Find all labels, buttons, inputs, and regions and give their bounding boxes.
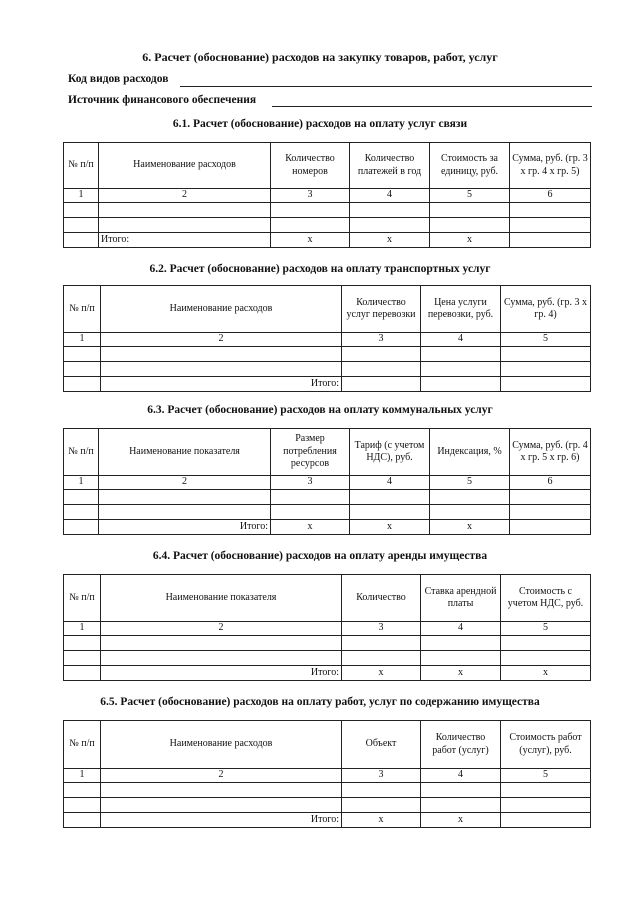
table-cell[interactable] <box>101 362 342 377</box>
total-row <box>64 813 591 828</box>
table-cell[interactable] <box>342 362 421 377</box>
table-cell <box>64 377 101 392</box>
table-cell[interactable] <box>271 505 350 520</box>
table-cell[interactable] <box>101 783 342 798</box>
header-cell: Количество номеров <box>271 143 350 189</box>
table-cell[interactable] <box>271 490 350 505</box>
column-number: 3 <box>342 333 421 347</box>
total-label: Итого: <box>101 813 342 828</box>
table-cell[interactable] <box>342 651 421 666</box>
header-cell: № п/п <box>64 143 99 189</box>
table-cell <box>64 813 101 828</box>
section-title-6-2: 6.2. Расчет (обоснование) расходов на оплату транспортных услуг <box>149 263 491 275</box>
table-cell[interactable] <box>501 783 591 798</box>
table-row <box>64 203 591 218</box>
column-number: 4 <box>350 476 430 490</box>
table-cell[interactable] <box>421 798 501 813</box>
table-cell[interactable] <box>64 783 101 798</box>
total-row <box>64 666 591 681</box>
funding-source-field <box>68 94 256 106</box>
column-number: 3 <box>342 622 421 636</box>
column-number: 1 <box>64 769 101 783</box>
section-title-6-3: 6.3. Расчет (обоснование) расходов на оплату коммунальных услуг <box>147 404 493 416</box>
table-cell[interactable] <box>64 203 99 218</box>
total-label: Итого: <box>99 520 271 535</box>
header-cell: Ставка арендной платы <box>421 575 501 622</box>
table-transport-services <box>63 285 591 392</box>
column-number: 3 <box>271 476 350 490</box>
table-cell[interactable] <box>99 218 271 233</box>
header-cell: Объект <box>342 721 421 769</box>
total-cell: х <box>501 666 591 681</box>
expense-code-field <box>68 73 168 85</box>
total-label: Итого: <box>101 666 342 681</box>
header-cell: № п/п <box>64 286 101 333</box>
column-number: 1 <box>64 189 99 203</box>
table-row <box>64 218 591 233</box>
column-number: 4 <box>421 622 501 636</box>
page-title: 6. Расчет (обоснование) расходов на закупку товаров, работ, услуг <box>142 50 498 64</box>
table-communication-services <box>63 142 591 248</box>
header-cell: Количество <box>342 575 421 622</box>
funding-source-line[interactable] <box>272 106 592 107</box>
table-cell[interactable] <box>64 651 101 666</box>
table-cell[interactable] <box>271 203 350 218</box>
table-cell[interactable] <box>501 362 591 377</box>
header-cell: Количество платежей в год <box>350 143 430 189</box>
table-cell[interactable] <box>99 203 271 218</box>
column-number: 2 <box>101 622 342 636</box>
table-utility-services <box>63 428 591 535</box>
table-cell[interactable] <box>430 203 510 218</box>
header-cell: Размер потребления ресурсов <box>271 429 350 476</box>
total-row <box>64 233 591 248</box>
table-cell[interactable] <box>99 490 271 505</box>
column-number: 2 <box>101 769 342 783</box>
column-number: 6 <box>510 476 591 490</box>
table-row <box>64 347 591 362</box>
table-cell[interactable] <box>64 798 101 813</box>
table-cell[interactable] <box>342 347 421 362</box>
total-cell: х <box>342 813 421 828</box>
total-label: Итого: <box>99 233 271 248</box>
table-cell[interactable] <box>350 218 430 233</box>
total-cell: х <box>271 520 350 535</box>
table-cell[interactable] <box>501 798 591 813</box>
column-number: 5 <box>501 333 591 347</box>
column-number: 1 <box>64 333 101 347</box>
column-number: 5 <box>430 189 510 203</box>
column-number: 4 <box>421 769 501 783</box>
column-number: 5 <box>501 769 591 783</box>
table-cell <box>64 520 99 535</box>
table-cell[interactable] <box>64 218 99 233</box>
table-cell <box>64 233 99 248</box>
column-number: 1 <box>64 622 101 636</box>
total-cell[interactable] <box>510 520 591 535</box>
table-row <box>64 362 591 377</box>
table-cell[interactable] <box>421 347 501 362</box>
header-cell: Наименование показателя <box>101 575 342 622</box>
expense-code-label: Код видов расходов <box>68 73 169 85</box>
table-cell[interactable] <box>101 347 342 362</box>
table-cell[interactable] <box>350 505 430 520</box>
total-row <box>64 377 591 392</box>
table-cell[interactable] <box>64 362 101 377</box>
total-cell[interactable] <box>510 233 591 248</box>
column-number: 2 <box>99 189 271 203</box>
table-cell[interactable] <box>271 218 350 233</box>
column-number: 4 <box>350 189 430 203</box>
total-cell: х <box>421 813 501 828</box>
table-property-maintenance <box>63 720 591 828</box>
table-row <box>64 505 591 520</box>
table-cell[interactable] <box>501 347 591 362</box>
table-row <box>64 798 591 813</box>
header-cell: Количество услуг перевозки <box>342 286 421 333</box>
header-cell: Стоимость за единицу, руб. <box>430 143 510 189</box>
table-cell[interactable] <box>430 490 510 505</box>
table-cell[interactable] <box>64 347 101 362</box>
section-title-6-4: 6.4. Расчет (обоснование) расходов на оплату аренды имущества <box>152 550 488 562</box>
table-cell[interactable] <box>350 203 430 218</box>
table-cell[interactable] <box>510 505 591 520</box>
table-cell[interactable] <box>430 505 510 520</box>
table-cell[interactable] <box>99 505 271 520</box>
total-cell[interactable] <box>501 813 591 828</box>
header-cell: Наименование расходов <box>101 286 342 333</box>
table-cell[interactable] <box>64 490 99 505</box>
table-cell[interactable] <box>64 505 99 520</box>
table-cell[interactable] <box>350 490 430 505</box>
column-number: 3 <box>271 189 350 203</box>
header-cell: Стоимость с учетом НДС, руб. <box>501 575 591 622</box>
section-title-6-5: 6.5. Расчет (обоснование) расходов на оплату работ, услуг по содержанию имущества <box>100 696 540 708</box>
header-cell: Стоимость работ (услуг), руб. <box>501 721 591 769</box>
header-cell: № п/п <box>64 721 101 769</box>
column-number: 5 <box>430 476 510 490</box>
table-cell[interactable] <box>510 490 591 505</box>
total-cell: х <box>430 233 510 248</box>
total-label: Итого: <box>101 377 342 392</box>
table-cell <box>64 666 101 681</box>
table-cell[interactable] <box>510 218 591 233</box>
total-cell[interactable] <box>421 377 501 392</box>
total-cell: х <box>350 520 430 535</box>
header-cell: Наименование расходов <box>99 143 271 189</box>
expense-code-line[interactable] <box>180 86 592 87</box>
total-cell: х <box>271 233 350 248</box>
column-number: 6 <box>510 189 591 203</box>
header-cell: № п/п <box>64 429 99 476</box>
total-cell: х <box>421 666 501 681</box>
total-cell: х <box>342 666 421 681</box>
table-cell[interactable] <box>342 636 421 651</box>
table-cell[interactable] <box>64 636 101 651</box>
header-cell: Количество работ (услуг) <box>421 721 501 769</box>
column-number: 5 <box>501 622 591 636</box>
header-cell: № п/п <box>64 575 101 622</box>
header-cell: Наименование показателя <box>99 429 271 476</box>
table-cell[interactable] <box>342 798 421 813</box>
table-property-rent <box>63 574 591 681</box>
column-number: 2 <box>99 476 271 490</box>
table-cell[interactable] <box>342 783 421 798</box>
total-cell: х <box>430 520 510 535</box>
table-cell[interactable] <box>430 218 510 233</box>
column-number: 4 <box>421 333 501 347</box>
funding-source-label: Источник финансового обеспечения <box>68 94 257 106</box>
total-cell[interactable] <box>342 377 421 392</box>
table-row <box>64 651 591 666</box>
header-cell: Цена услуги перевозки, руб. <box>421 286 501 333</box>
total-cell[interactable] <box>501 377 591 392</box>
header-cell: Сумма, руб. (гр. 4 х гр. 5 х гр. 6) <box>510 429 591 476</box>
header-cell: Индексация, % <box>430 429 510 476</box>
table-cell[interactable] <box>421 636 501 651</box>
table-row <box>64 636 591 651</box>
table-row <box>64 783 591 798</box>
table-cell[interactable] <box>101 651 342 666</box>
table-cell[interactable] <box>421 783 501 798</box>
table-cell[interactable] <box>101 636 342 651</box>
header-cell: Тариф (с учетом НДС), руб. <box>350 429 430 476</box>
table-cell[interactable] <box>510 203 591 218</box>
total-cell: х <box>350 233 430 248</box>
header-cell: Сумма, руб. (гр. 3 х гр. 4) <box>501 286 591 333</box>
table-cell[interactable] <box>501 636 591 651</box>
column-number: 3 <box>342 769 421 783</box>
table-cell[interactable] <box>101 798 342 813</box>
column-number: 2 <box>101 333 342 347</box>
table-row <box>64 490 591 505</box>
table-cell[interactable] <box>501 651 591 666</box>
table-cell[interactable] <box>421 362 501 377</box>
header-cell: Наименование расходов <box>101 721 342 769</box>
total-row <box>64 520 591 535</box>
section-title-6-1: 6.1. Расчет (обоснование) расходов на оплату услуг связи <box>172 118 468 130</box>
header-cell: Сумма, руб. (гр. 3 х гр. 4 х гр. 5) <box>510 143 591 189</box>
table-cell[interactable] <box>421 651 501 666</box>
column-number: 1 <box>64 476 99 490</box>
